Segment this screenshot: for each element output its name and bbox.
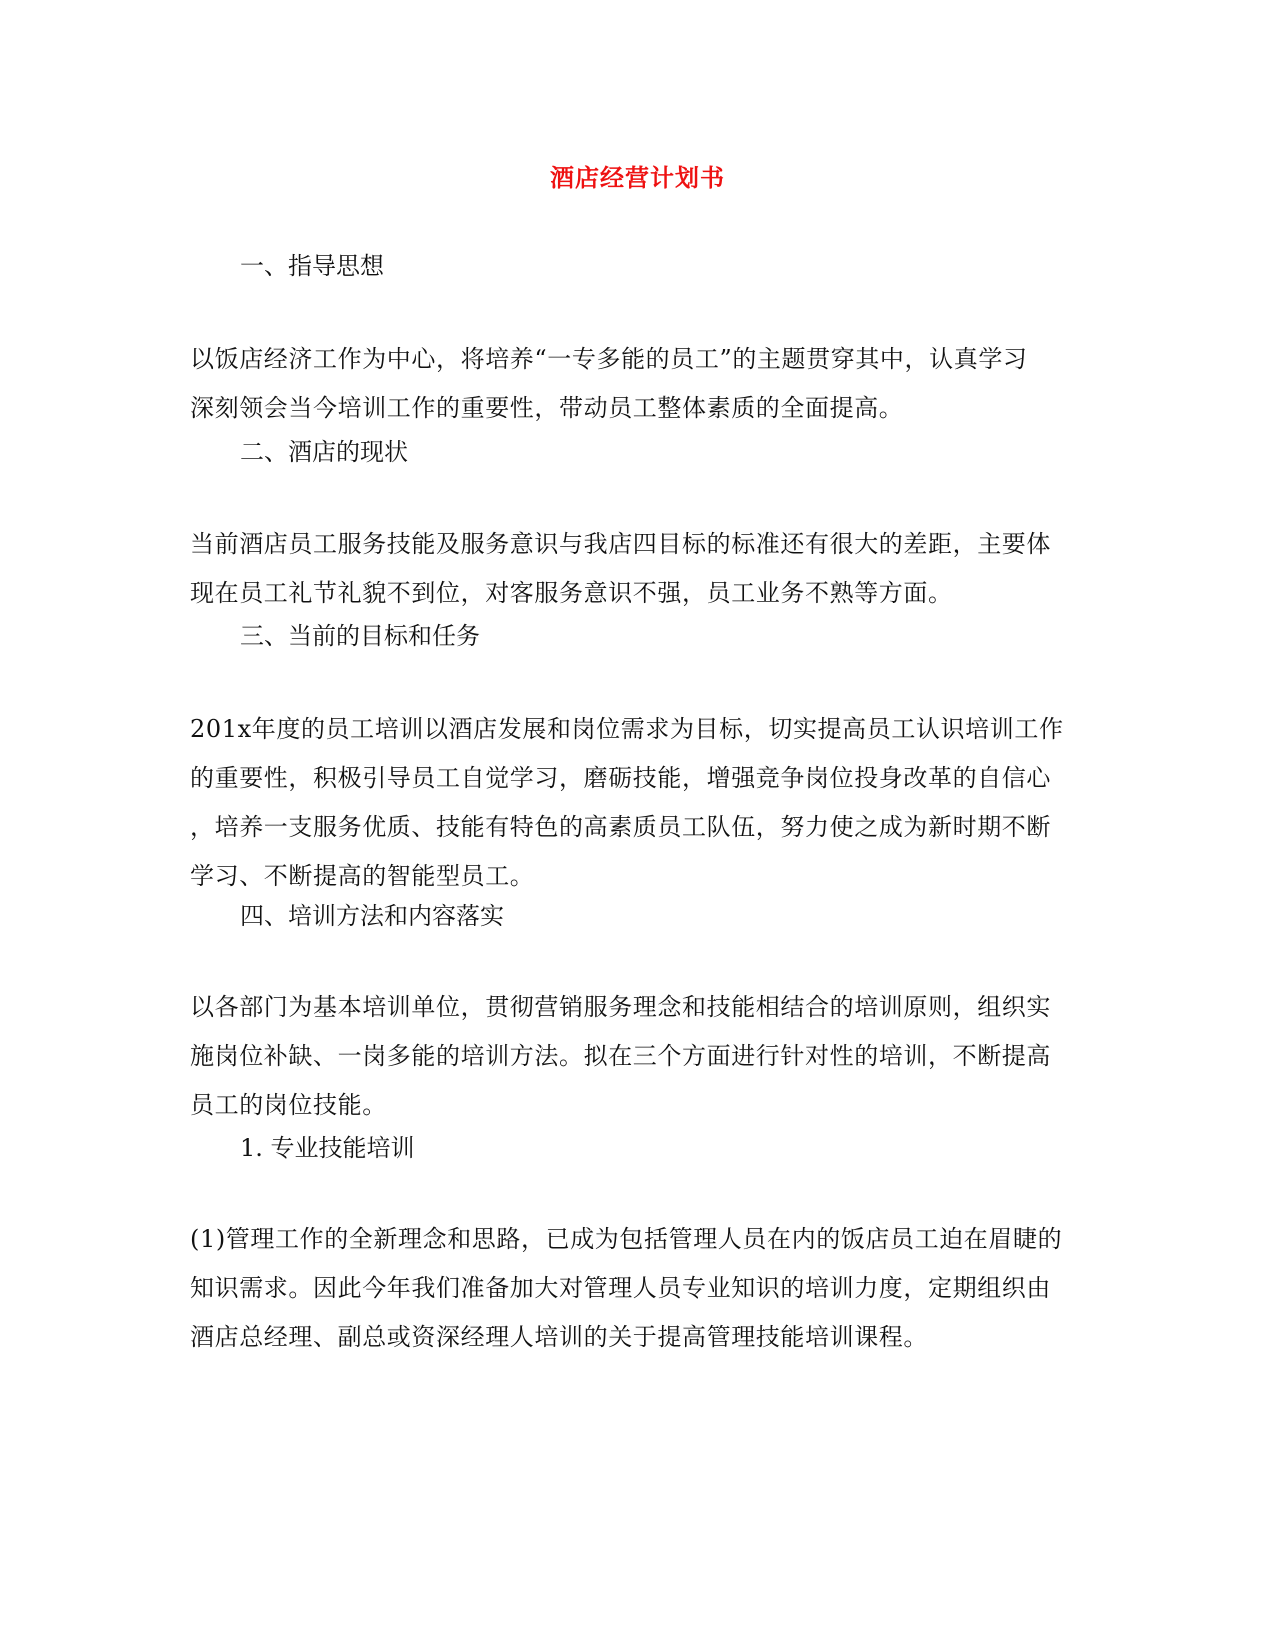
paragraph-line: 酒店总经理、副总或资深经理人培训的关于提高管理技能培训课程。: [190, 1323, 928, 1351]
section-heading-4: 四、培训方法和内容落实: [240, 902, 504, 930]
paragraph-line: (1)管理工作的全新理念和思路，已成为包括管理人员在内的饭店员工迫在眉睫的: [190, 1225, 1063, 1253]
paragraph-line: 以饭店经济工作为中心，将培养“一专多能的员工”的主题贯穿其中，认真学习: [190, 345, 1028, 373]
document-title: 酒店经营计划书: [550, 163, 725, 192]
paragraph-line: 现在员工礼节礼貌不到位，对客服务意识不强，员工业务不熟等方面。: [190, 579, 953, 607]
section-heading-2: 二、酒店的现状: [240, 438, 408, 466]
paragraph-line: 以各部门为基本培训单位，贯彻营销服务理念和技能相结合的培训原则，组织实: [190, 993, 1051, 1021]
paragraph-line: 当前酒店员工服务技能及服务意识与我店四目标的标准还有很大的差距，主要体: [190, 530, 1051, 558]
section-paragraph-1: [190, 335, 1070, 433]
paragraph-line: 深刻领会当今培训工作的重要性，带动员工整体素质的全面提高。: [190, 394, 904, 422]
section-paragraph-3: [190, 705, 1070, 901]
paragraph-line: 知识需求。因此今年我们准备加大对管理人员专业知识的培训力度，定期组织由: [190, 1274, 1051, 1302]
paragraph-line: 201x年度的员工培训以酒店发展和岗位需求为目标，切实提高员工认识培训工作: [190, 715, 1064, 743]
section-paragraph-2: [190, 520, 1070, 618]
paragraph-line: 学习、不断提高的智能型员工。: [190, 862, 535, 890]
section-heading-1: 一、指导思想: [240, 252, 384, 280]
paragraph-line: 员工的岗位技能。: [190, 1091, 387, 1119]
paragraph-line: 的重要性，积极引导员工自觉学习，磨砺技能，增强竞争岗位投身改革的自信心: [190, 764, 1051, 792]
subsection-heading-1: 1. 专业技能培训: [240, 1134, 415, 1162]
subsection-paragraph-1: [190, 1215, 1070, 1362]
paragraph-line: ，培养一支服务优质、技能有特色的高素质员工队伍，努力使之成为新时期不断: [190, 813, 1051, 841]
section-paragraph-4: [190, 983, 1070, 1130]
paragraph-line: 施岗位补缺、一岗多能的培训方法。拟在三个方面进行针对性的培训，不断提高: [190, 1042, 1051, 1070]
section-heading-3: 三、当前的目标和任务: [240, 622, 480, 650]
